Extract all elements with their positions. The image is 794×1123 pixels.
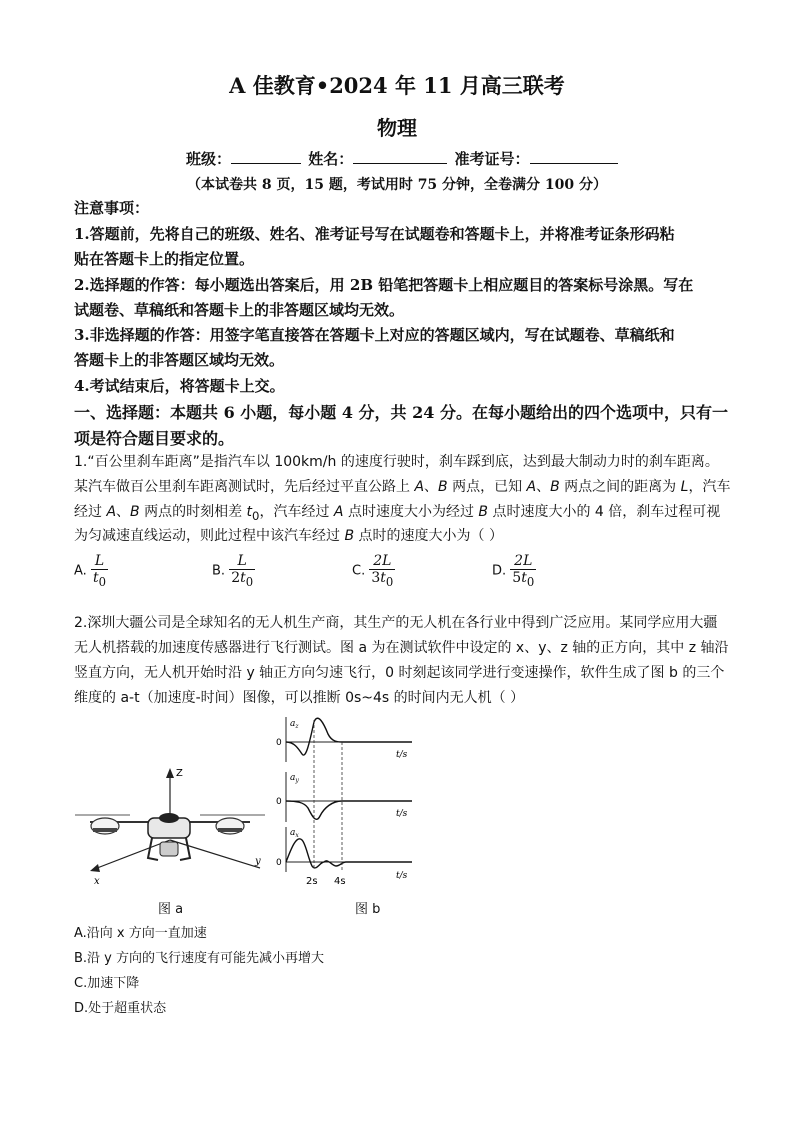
class-label: 班级：: [186, 150, 232, 168]
tick-4s: 4s: [334, 876, 346, 887]
x-axis-label: x: [94, 876, 100, 885]
z-axis-label: Z: [176, 768, 183, 779]
y-axis: [170, 840, 260, 868]
az-origin: 0: [276, 738, 282, 748]
notes-heading: 注意事项：: [74, 199, 150, 217]
q1-line-3: 经过 A、B 两点的时刻相差 $t_0$，汽车经过 A 点时速度大小为经过 B 点时速度大小的 4 倍，刹车过程可视: [74, 504, 721, 523]
motor-left-band: [93, 828, 117, 832]
q1-option-b[interactable]: B. $\frac{L}{2t_0}$: [212, 553, 254, 589]
note-3-line-2: 答题卡上的非答题区域均无效。: [74, 351, 285, 369]
q2-line-2: 无人机搭载的加速度传感器进行飞行测试。图 a 为在测试软件中设定的 x、y、z 轴的正方向，其中 z 轴沿: [74, 640, 729, 656]
note-2-line-1: 2.选择题的作答：每小题选出答案后，用 2B 铅笔把答题卡上相应题目的答案标号涂黑。写在: [74, 276, 694, 294]
note-1-line-1: 1.答题前，先将自己的班级、姓名、准考证号写在试题卷和答题卡上，并将准考证条形码粘: [74, 225, 675, 243]
class-field[interactable]: [231, 149, 301, 164]
q1-line-1: 1.“百公里刹车距离”是指汽车以 100km/h 的速度行驶时，刹车踩到底，达到最大制动力时的刹车距离。: [74, 454, 719, 470]
q2-option-d[interactable]: D.处于超重状态: [74, 1001, 167, 1016]
q1-option-c[interactable]: C. $\frac{2L}{3t_0}$: [352, 553, 394, 589]
ay-time-label: t/s: [396, 809, 408, 819]
subject-title: 物理: [377, 116, 417, 140]
motor-right-band: [218, 828, 242, 832]
az-label: $a_z$: [290, 719, 299, 730]
z-arrow: [166, 768, 174, 778]
az-curve: [286, 718, 412, 755]
ay-origin: 0: [276, 797, 282, 807]
drone-top: [159, 813, 179, 823]
section-heading-line-2: 项是符合题目要求的。: [74, 429, 235, 448]
id-field[interactable]: [530, 149, 618, 164]
y-axis-label: y: [255, 856, 261, 867]
ax-time-label: t/s: [396, 871, 408, 881]
q2-line-3: 竖直方向，无人机开始时沿 y 轴正方向匀速飞行，0 时刻起该同学进行变速操作，软件生成了图 b 的三个: [74, 665, 725, 681]
note-2-line-2: 试题卷、草稿纸和答题卡上的非答题区域均无效。: [74, 301, 405, 319]
figure-a-drone: [70, 760, 270, 885]
q1-line-4: 为匀减速直线运动，则此过程中该汽车经过 B 点时的速度大小为（ ）: [74, 528, 503, 544]
note-3-line-1: 3.非选择题的作答：用签字笔直接答在答题卡上对应的答题区域内，写在试题卷、草稿纸和: [74, 326, 675, 344]
exam-title: A 佳教育•2024 年 11 月高三联考: [229, 73, 565, 98]
graph-az: [276, 717, 412, 762]
q2-option-c[interactable]: C.加速下降: [74, 976, 140, 991]
note-4: 4.考试结束后，将答题卡上交。: [74, 377, 285, 395]
note-1-line-2: 贴在答题卡上的指定位置。: [74, 250, 255, 268]
ay-curve: [286, 801, 412, 819]
ay-label: $a_y$: [290, 773, 299, 784]
figure-b-caption: 图 b: [355, 902, 381, 917]
tick-2s: 2s: [306, 876, 318, 887]
section-heading-line-1: 一、选择题：本题共 6 小题，每小题 4 分，共 24 分。在每小题给出的四个选项中，只有一: [74, 403, 728, 422]
ax-label: $a_x$: [290, 828, 299, 839]
x-axis: [92, 840, 170, 870]
exam-info: （本试卷共 8 页，15 题，考试用时 75 分钟，全卷满分 100 分）: [186, 177, 608, 193]
camera: [160, 842, 178, 856]
name-label: 姓名：: [308, 150, 354, 168]
q2-option-b[interactable]: B.沿 y 方向的飞行速度有可能先减小再增大: [74, 951, 325, 966]
graph-ay: [276, 772, 412, 822]
q1-line-2: 某汽车做百公里刹车距离测试时，先后经过平直公路上 A、B 两点，已知 A、B 两点之间的距离为 L，汽车: [74, 479, 731, 495]
id-label: 准考证号：: [454, 150, 530, 168]
q2-line-4: 维度的 a-t（加速度-时间）图像，可以推断 0s~4s 的时间内无人机（ ）: [74, 690, 525, 706]
figure-b-graphs: [272, 712, 422, 887]
figure-a-caption: 图 a: [158, 902, 184, 917]
az-time-label: t/s: [396, 750, 408, 760]
name-field[interactable]: [353, 149, 447, 164]
q2-line-1: 2.深圳大疆公司是全球知名的无人机生产商，其生产的无人机在各行业中得到广泛应用。某同学应用大疆: [74, 615, 718, 631]
ax-origin: 0: [276, 858, 282, 868]
q1-option-d[interactable]: D. $\frac{2L}{5t_0}$: [492, 553, 535, 589]
q1-option-a[interactable]: A. $\frac{L}{t_0}$: [74, 553, 106, 589]
student-info-fields: [186, 148, 620, 169]
graph-ax: [276, 827, 412, 881]
q2-option-a[interactable]: A.沿向 x 方向一直加速: [74, 926, 207, 941]
ax-curve: [286, 839, 412, 868]
x-arrow: [90, 864, 100, 872]
